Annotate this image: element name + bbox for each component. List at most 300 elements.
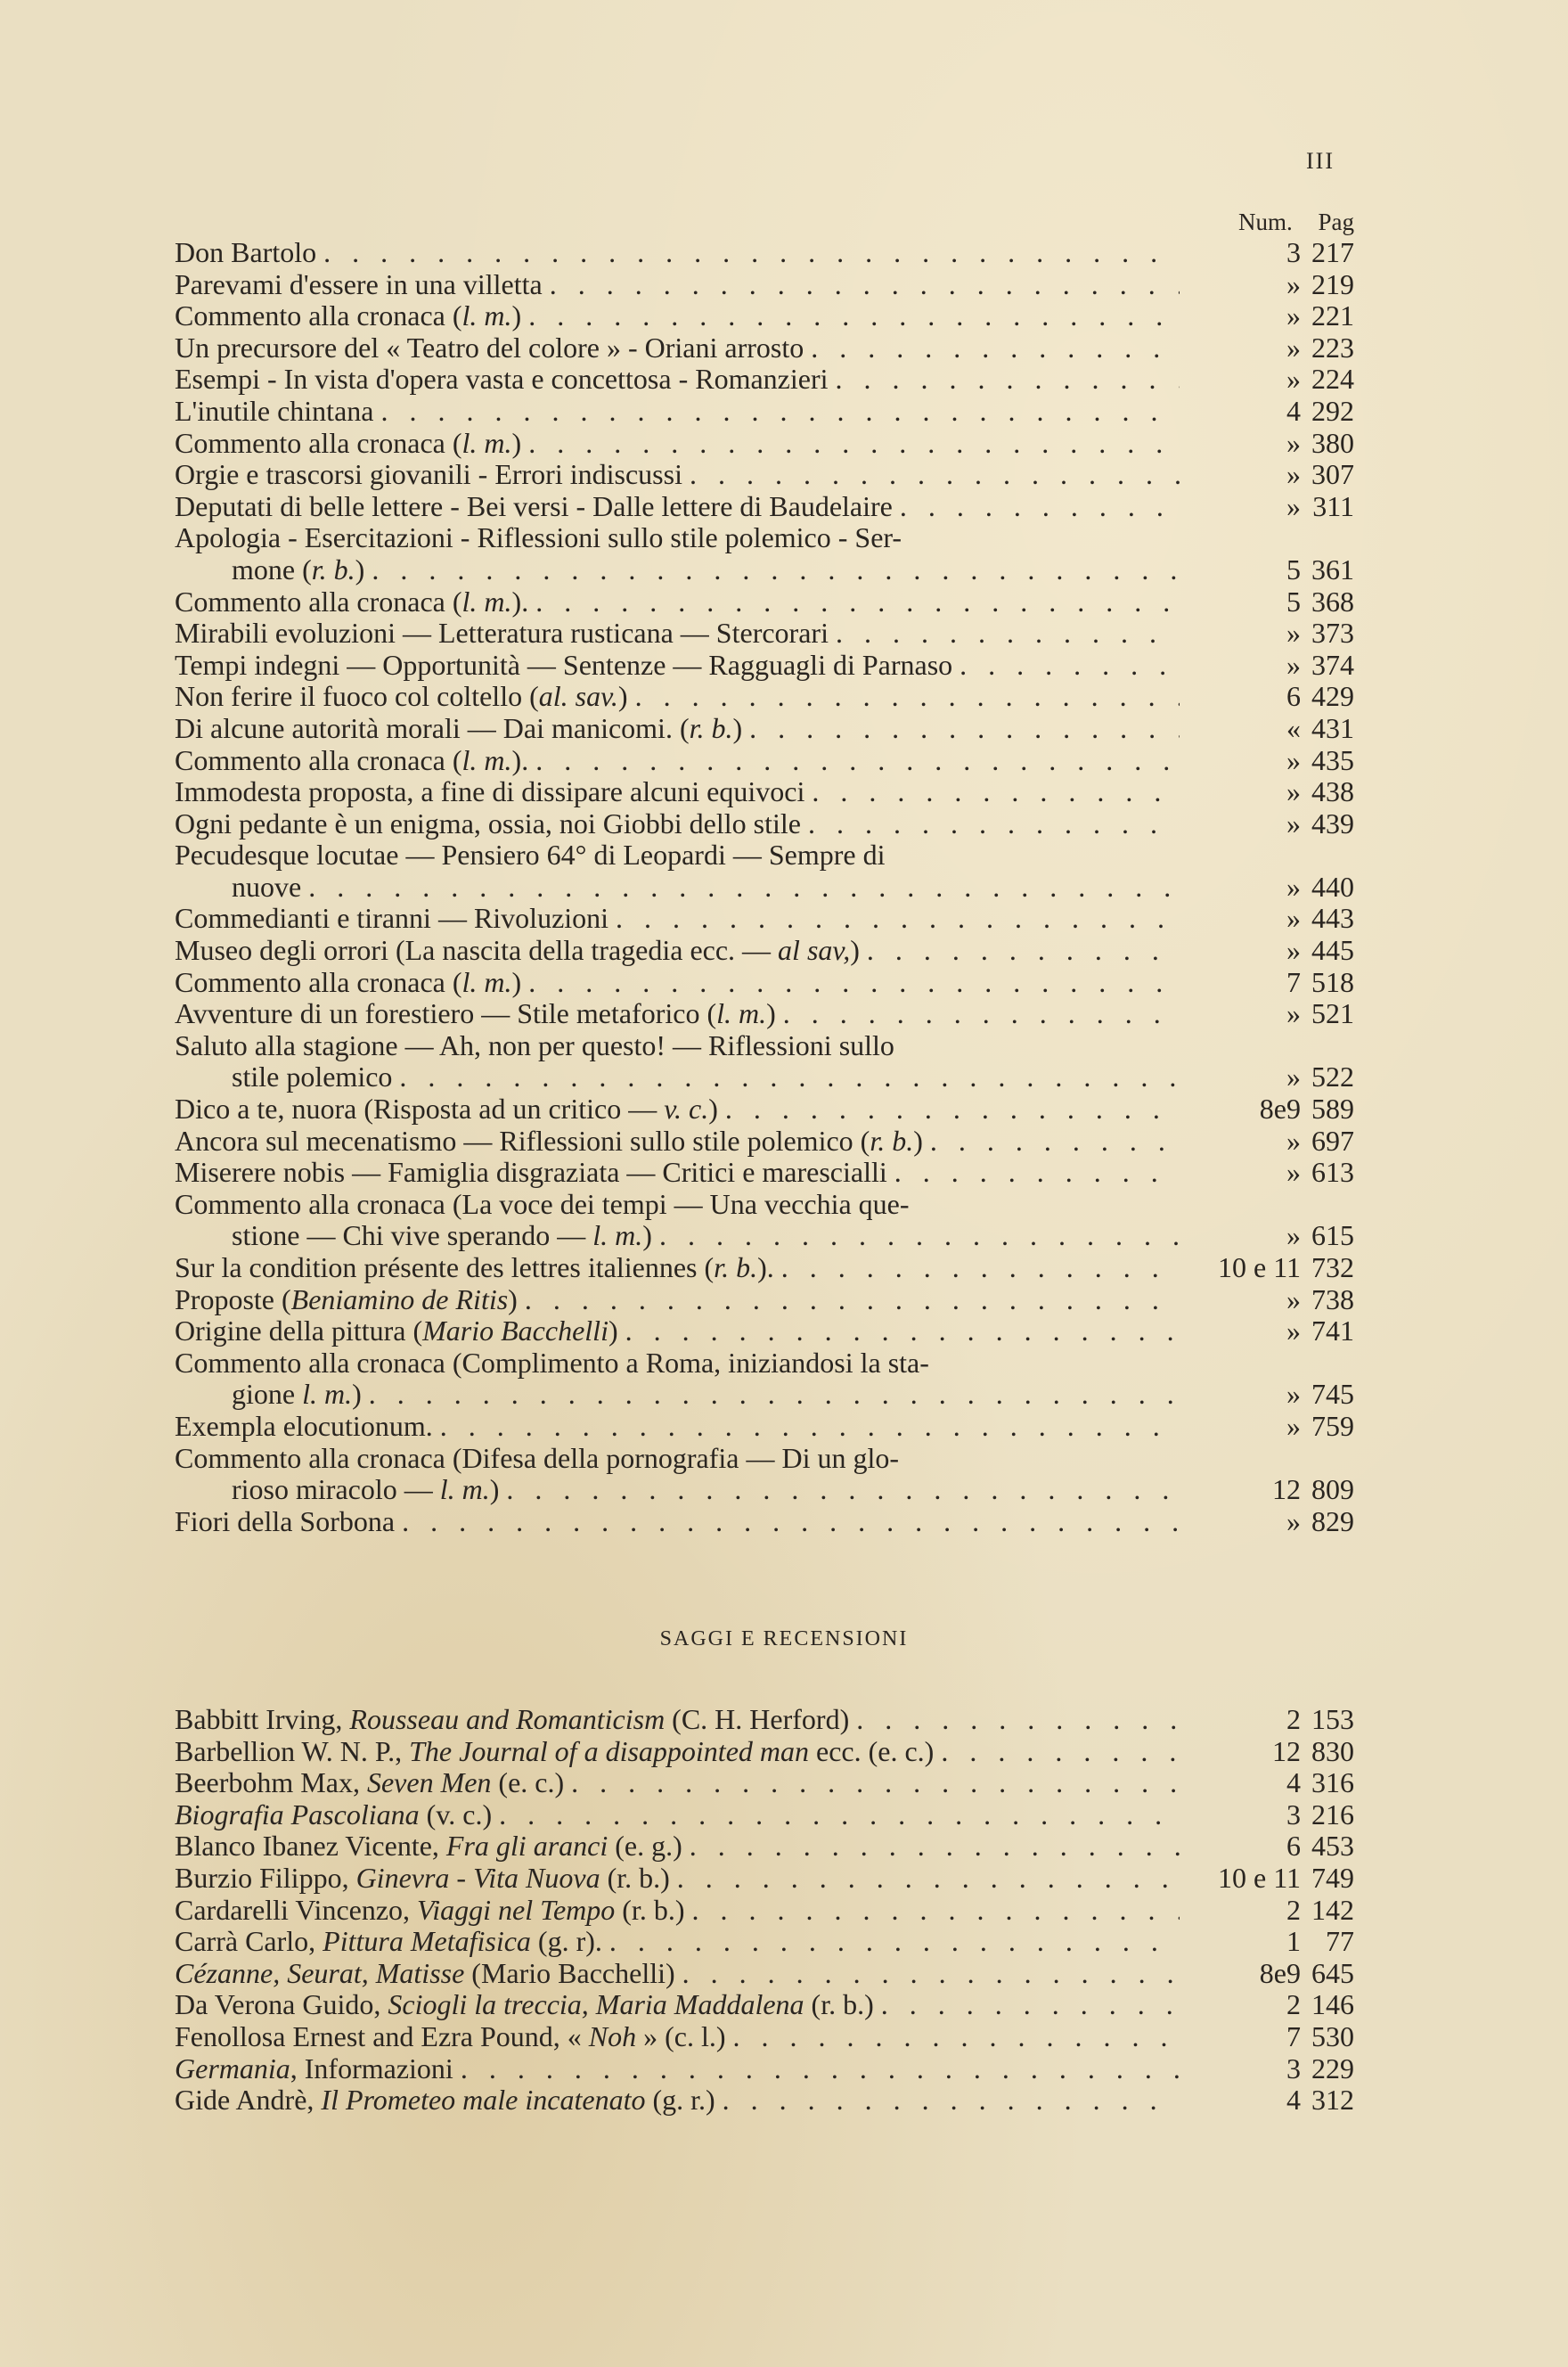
index-entry-line [175,1126,1354,1158]
entry-title [175,808,801,840]
title-text: Commento alla cronaca ( [175,299,462,332]
issue-number: 2 [1286,1893,1301,1926]
dot-leader [867,935,1180,967]
index-entry-line [175,1926,1354,1958]
index-entry-line [175,1252,1354,1284]
page-ref: 522 [1311,1061,1354,1093]
dot-leader [380,396,1180,428]
index-entry-line [175,1989,1354,2021]
dot-leader [682,1958,1180,1990]
title-text: Esempi - In vista d'opera vasta e concettosa - Romanzieri [175,363,829,396]
title-text: ) [642,1219,652,1252]
title-italic-text: r. b. [311,553,355,586]
issue-number: 3 [1286,1798,1301,1831]
page-ref: 745 [1311,1378,1354,1411]
entry-title [175,1958,675,1990]
title-text: Pecudesque locutae — Pensiero 64° di Leopardi — Sempre di [175,839,886,872]
issue-number: 5 [1286,553,1301,586]
title-text: Miserere nobis — Famiglia disgraziata — Critici e marescialli [175,1156,887,1189]
dot-leader [499,1799,1180,1831]
dot-leader [930,1126,1180,1158]
title-text: Commento alla cronaca (Complimento a Roma, iniziandosi la sta- [175,1346,929,1379]
issue-number: » [1286,1124,1301,1157]
title-text: (r. b.) [615,1893,685,1926]
entry-title [175,840,885,872]
issue-number: 2 [1286,1988,1301,2021]
dot-leader [941,1736,1180,1768]
page-ref: 146 [1311,1988,1354,2021]
dot-leader [635,681,1180,713]
index-entry-line [175,1093,1354,1126]
dot-leader [894,1157,1180,1189]
index-entry-line [175,1379,1354,1411]
dot-leader [528,300,1180,332]
page-ref: 738 [1311,1282,1354,1315]
dot-leader [550,269,1180,301]
title-text: Immodesta proposta, a fine di dissipare alcuni equivoci [175,775,805,808]
title-text: ) [511,965,522,998]
title-text: gione [232,1378,303,1411]
issue-number: 1 [1286,1925,1301,1958]
title-italic-text: al. sav. [538,680,618,713]
title-text: Commento alla cronaca (Difesa della pornografia — Di un glo- [175,1441,900,1474]
title-text: ). [757,1251,774,1283]
title-text: Gide Andrè, [175,2084,322,2117]
title-text: (g. r.) [645,2084,715,2117]
index-entry-line [175,1030,1354,1062]
entry-title [175,586,528,618]
issue-number: » [1286,1504,1301,1537]
index-entry-line [175,1895,1354,1927]
num-header: Num. [1238,209,1293,235]
title-italic-text: The Journal of a disappointed man [409,1734,809,1767]
index-entry-line [175,713,1354,745]
index-entry-line [175,1284,1354,1316]
title-text: Commento alla cronaca ( [175,965,462,998]
title-text: Commento alla cronaca ( [175,585,462,618]
dot-leader [528,428,1180,460]
entry-title [175,237,316,269]
entry-title [175,1093,718,1126]
section-heading: SAGGI E RECENSIONI [659,1627,909,1650]
issue-number: » [1286,807,1301,840]
index-entry-line [175,650,1354,682]
index-entry-line [175,554,1354,586]
title-text: ) [489,1473,500,1506]
page-ref: 224 [1311,363,1354,396]
title-italic-text: Il Prometeo male incatenato [321,2084,646,2117]
entry-title [175,1126,923,1158]
issue-number: » [1286,363,1301,396]
title-text: Origine della pittura ( [175,1315,423,1347]
entry-title [175,650,952,682]
issue-number: » [1286,489,1301,522]
title-text: ) [913,1124,923,1157]
index-entry-line [175,1506,1354,1538]
issue-number: » [1286,1378,1301,1411]
entry-title [175,1379,362,1411]
title-text: Orgie e trascorsi giovanili - Errori indiscussi [175,458,682,491]
page-ref: 443 [1311,902,1354,935]
dot-leader [677,1863,1180,1895]
index-entry-line [175,1799,1354,1831]
issue-number: 12 [1272,1734,1301,1767]
title-italic-text: Fra gli aranci [445,1830,608,1863]
dot-leader [881,1989,1180,2021]
dot-leader [659,1220,1180,1252]
issue-number: » [1286,1282,1301,1315]
title-text: (e. c.) [491,1766,565,1799]
dot-leader [783,998,1180,1030]
page-ref: 741 [1311,1315,1354,1347]
title-text: Non ferire il fuoco col coltello ( [175,680,539,713]
page-ref: 613 [1311,1156,1354,1189]
issue-number: » [1286,1315,1301,1347]
entry-title [175,2084,715,2117]
index-entry-line [175,459,1354,491]
index-entry-line [175,745,1354,777]
entry-title [175,967,521,999]
dot-leader [811,332,1180,364]
dot-leader [323,237,1180,269]
title-text: Babbitt Irving, [175,1703,350,1735]
entry-title [175,1474,499,1506]
entry-title [175,1284,518,1316]
page-ref: 521 [1311,997,1354,1030]
index-entry-line [175,1315,1354,1347]
index-entry-line [175,1831,1354,1863]
index-entry-line [175,935,1354,967]
entry-title [175,522,902,554]
page-ref: 697 [1311,1124,1354,1157]
title-italic-text: Cézanne, Seurat, Matisse [175,1956,465,1989]
page-ref: 435 [1311,743,1354,776]
entry-title [175,2021,726,2053]
issue-number: 4 [1286,394,1301,427]
page-ref: 732 [1311,1251,1354,1283]
title-text: Un precursore del « Teatro del colore » - Oriani arrosto [175,331,804,364]
title-italic-text: l. m. [461,299,512,332]
title-text: Apologia - Esercitazioni - Riflessioni sullo stile polemico - Ser- [175,521,902,554]
dot-leader [625,1315,1180,1347]
dot-leader [836,618,1180,650]
issue-number: 8e9 [1259,1956,1301,1989]
entry-title [175,776,804,808]
dot-leader [535,586,1180,618]
title-italic-text: Beniamino de Ritis [290,1282,509,1315]
entry-title [175,1220,652,1252]
title-text: mone ( [232,553,312,586]
page-ref: 589 [1311,1093,1354,1126]
page-ref: 223 [1311,331,1354,364]
title-text: Sur la condition présente des lettres italiennes ( [175,1251,715,1283]
title-italic-text: l. m. [461,965,512,998]
issue-number: » [1286,870,1301,903]
issue-number: 7 [1286,965,1301,998]
title-italic-text: l. m. [461,743,512,776]
title-text: Commedianti e tiranni — Rivoluzioni [175,902,609,935]
dot-leader [808,808,1180,840]
title-text: Cardarelli Vincenzo, [175,1893,418,1926]
title-text: ) [511,426,522,459]
index-entry-line [175,1411,1354,1443]
index-entry-line [175,237,1354,269]
page-ref: 438 [1311,775,1354,808]
title-text: Ancora sul mecenatismo — Riflessioni sullo stile polemico ( [175,1124,870,1157]
page-ref: 445 [1311,934,1354,967]
entry-title [175,396,373,428]
title-text: Beerbohm Max, [175,1766,367,1799]
entry-title [175,998,776,1030]
title-text: Burzio Filippo, [175,1861,356,1894]
page-ref: 311 [1312,489,1354,522]
title-text: stile polemico [232,1061,393,1093]
index-entry-line [175,491,1354,523]
page-ref: 142 [1311,1893,1354,1926]
page-ref: 830 [1311,1734,1354,1767]
issue-number: 3 [1286,2052,1301,2084]
issue-number: 4 [1286,1766,1301,1799]
page-ref: 312 [1311,2084,1354,2117]
page-ref: 292 [1311,394,1354,427]
title-italic-text: l. m. [302,1378,353,1411]
title-text: ) [352,1378,362,1411]
title-italic-text: r. b. [714,1251,758,1283]
title-text: (e. g.) [608,1830,682,1863]
title-text: Fiori della Sorbona [175,1504,396,1537]
page-ref: 518 [1311,965,1354,998]
entry-title [175,1315,618,1347]
issue-number: 7 [1286,2019,1301,2052]
title-italic-text: Seven Men [366,1766,492,1799]
index-entry-line [175,364,1354,396]
title-text: ). [511,585,529,618]
page-ref: 380 [1311,426,1354,459]
page-ref: 530 [1311,2019,1354,2052]
dot-leader [535,745,1180,777]
page-ref: 221 [1311,299,1354,332]
issue-number: » [1286,648,1301,681]
page-ref: 439 [1311,807,1354,840]
dot-leader [399,1061,1180,1093]
title-text: rioso miracolo — [232,1473,440,1506]
dot-leader [691,1895,1180,1927]
index-entry-line [175,269,1354,301]
issue-number: 8e9 [1259,1093,1301,1126]
title-italic-text: l. m. [439,1473,490,1506]
title-text: Saluto alla stagione — Ah, non per questo! — Riflessioni sullo [175,1028,894,1061]
entry-title [175,2053,453,2085]
dot-leader [528,967,1180,999]
entry-title [175,459,682,491]
dot-leader [461,2053,1180,2085]
title-text: Blanco Ibanez Vicente, [175,1830,446,1863]
issue-number: 6 [1286,1830,1301,1863]
title-italic-text: Ginevra - Vita Nuova [355,1861,600,1894]
title-text: Tempi indegni — Opportunità — Sentenze — Ragguagli di Parnaso [175,648,953,681]
index-entry-line [175,840,1354,872]
entry-title [175,1799,492,1831]
entry-title [175,1411,433,1443]
page-ref: 229 [1311,2052,1354,2084]
dot-leader [725,1093,1180,1126]
entry-title [175,1736,934,1768]
title-text: L'inutile chintana [175,394,374,427]
index-entry-line [175,2021,1354,2053]
entry-title [175,1157,887,1189]
entry-title [175,1926,602,1958]
issue-number: » [1286,1061,1301,1093]
index-entry-line [175,998,1354,1030]
index-entry-line [175,1736,1354,1768]
dot-leader [690,459,1180,491]
title-text: Proposte ( [175,1282,291,1315]
title-text: Dico a te, nuora (Risposta ad un critico — [175,1093,665,1126]
entry-title [175,491,893,523]
issue-number: » [1286,458,1301,491]
title-text: Parevami d'essere in una villetta [175,267,543,300]
dot-leader [856,1704,1180,1736]
title-text: ) [708,1093,718,1126]
page-ref: 368 [1311,585,1354,618]
issue-number: » [1286,299,1301,332]
title-text: Commento alla cronaca ( [175,426,462,459]
page-ref: 217 [1311,236,1354,268]
index-entry-line [175,1958,1354,1990]
issue-number: » [1286,743,1301,776]
title-italic-text: Germania [175,2052,290,2084]
title-text: Don Bartolo [175,236,317,268]
issue-number: 12 [1272,1473,1301,1506]
title-text: Commento alla cronaca (La voce dei tempi — Una vecchia que- [175,1187,910,1220]
index-entry-line [175,1474,1354,1506]
entry-title [175,1347,929,1380]
issue-number: 10 e 11 [1217,1861,1301,1894]
title-text: ) [508,1282,518,1315]
title-italic-text: Rousseau and Romanticism [349,1703,666,1735]
title-text: Museo degli orrori (La nascita della tragedia ecc. — [175,934,779,967]
dot-leader [781,1252,1180,1284]
page-ref: 759 [1311,1409,1354,1442]
page-ref: 809 [1311,1473,1354,1506]
page-ref: 373 [1311,617,1354,650]
dot-leader [308,872,1180,904]
title-text: ) [355,553,365,586]
title-text: Carrà Carlo, [175,1925,323,1958]
title-text: (C. H. Herford) [665,1703,850,1735]
index-entry-line [175,1157,1354,1189]
page-ref: 307 [1311,458,1354,491]
index-entry-line [175,1347,1354,1380]
index-entry-line [175,1863,1354,1895]
issue-number: » [1286,934,1301,967]
issue-number: 5 [1286,585,1301,618]
dot-leader [733,2021,1180,2053]
index-entry-line [175,396,1354,428]
issue-number: 3 [1286,236,1301,268]
issue-number: 2 [1286,1703,1301,1735]
title-text: nuove [232,870,302,903]
issue-number: » [1286,267,1301,300]
dot-leader [723,2084,1180,2117]
title-text: » (c. l.) [636,2019,726,2052]
title-italic-text: Biografia Pascoliana [175,1798,420,1831]
title-italic-text: Pittura Metafisica [323,1925,531,1958]
title-text: ) [608,1315,618,1347]
issue-number: 10 e 11 [1217,1251,1301,1283]
title-text: (g. r). [530,1925,602,1958]
entry-title [175,428,521,460]
title-italic-text: v. c. [664,1093,709,1126]
title-text: (r. b.) [804,1988,874,2021]
index-entry-line [175,300,1354,332]
index-entry-line [175,2084,1354,2117]
title-text: Fenollosa Ernest and Ezra Pound, « [175,2019,589,2052]
page-ref: 219 [1311,267,1354,300]
title-text: Da Verona Guido, [175,1988,388,2021]
dot-leader [836,364,1180,396]
title-text: , Informazioni [290,2052,453,2084]
entry-title [175,681,628,713]
index-entry-line [175,2053,1354,2085]
entry-title [175,713,742,745]
entry-title [175,1863,670,1895]
page-ref: 749 [1311,1861,1354,1894]
entry-title [175,1989,874,2021]
title-text: Deputati di belle lettere - Bei versi - Dalle lettere di Baudelaire [175,489,893,522]
index-entry-line [175,776,1354,808]
title-text: (r. b.) [600,1861,670,1894]
index-entry-line [175,1767,1354,1799]
entry-title [175,1252,774,1284]
issue-number: » [1286,1156,1301,1189]
column-headers [1238,209,1354,236]
title-text: (Mario Bacchelli) [464,1956,675,1989]
page-ref: 153 [1311,1703,1354,1735]
index-entry-line [175,618,1354,650]
entry-title [175,1443,899,1475]
entry-title [175,1061,392,1093]
entry-title [175,1030,894,1062]
page-ref: 829 [1311,1504,1354,1537]
page-ref: 645 [1311,1956,1354,1989]
title-text: ) [850,934,860,967]
title-text: Ogni pedante è un enigma, ossia, noi Giobbi dello stile [175,807,801,840]
title-text: ) [617,680,628,713]
title-text: Commento alla cronaca ( [175,743,462,776]
title-italic-text: Mario Bacchelli [422,1315,608,1347]
title-text: Di alcune autorità morali — Dai manicomi. ( [175,711,690,744]
title-italic-text: r. b. [689,711,733,744]
page-ref: 453 [1311,1830,1354,1863]
title-italic-text: l. m. [592,1219,643,1252]
entry-title [175,1704,849,1736]
dot-leader [402,1506,1180,1538]
issue-number: » [1286,426,1301,459]
title-text: ecc. (e. c.) [809,1734,935,1767]
index-entry-line [175,903,1354,935]
entry-title [175,618,829,650]
page-ref: 216 [1311,1798,1354,1831]
title-text: ) [511,299,522,332]
dot-leader [506,1474,1180,1506]
issue-number: » [1286,331,1301,364]
index-section-reviews [175,1704,1354,2117]
index-entry-line [175,681,1354,713]
issue-number: » [1286,902,1301,935]
title-italic-text: al sav, [778,934,851,967]
index-entry-line [175,586,1354,618]
